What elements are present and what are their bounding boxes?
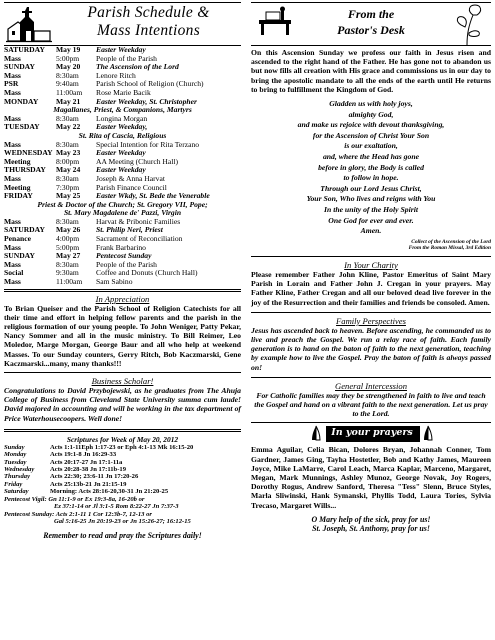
schedule-title-line1: Parish Schedule & — [87, 4, 210, 21]
schedule-time: 11:00am — [56, 87, 83, 97]
scripture-row — [4, 466, 241, 473]
scripture-refs: Acts 25:13b-21 Jn 21:15-19 — [50, 480, 127, 488]
scripture-day: Tuesday — [4, 458, 27, 466]
schedule-label: Mass — [4, 87, 21, 97]
prayer-line: almighty God, — [348, 109, 394, 119]
schedule-description: AA Meeting (Church Hall) — [96, 156, 179, 166]
desk-title-line1: From the — [347, 7, 395, 21]
praying-hands-icon — [306, 425, 326, 441]
schedule-label: Mass — [4, 242, 21, 252]
scripture-refs: Acts 19:1-8 Jn 16:29-33 — [50, 451, 117, 459]
schedule-description: Easter Weekday, St. Christopher — [96, 96, 197, 106]
schedule-time: 7:30pm — [56, 182, 80, 192]
desk-title — [291, 6, 451, 38]
scripture-row — [4, 481, 241, 488]
schedule-day: SUNDAY — [4, 251, 35, 261]
scripture-table — [4, 444, 241, 496]
scripture-refs: Acts 22:30; 23:6-11 Jn 17:20-26 — [50, 473, 139, 481]
pentecost-sunday-line1: Pentecost Sunday: Acts 2:1-11 1 Cor 12:3b-7, 12-13 or — [4, 510, 152, 518]
scripture-refs: Morning: Acts 28:16-20,30-31 Jn 21:20-25 — [50, 488, 169, 496]
prayer-line: before in glory, the Body is called — [318, 162, 424, 172]
charity-heading: In Your Charity — [344, 259, 398, 270]
family-heading: Family Perspectives — [336, 315, 406, 326]
schedule-time: 8:30am — [56, 139, 79, 149]
schedule-date: May 24 — [56, 165, 81, 175]
schedule-time: 8:00pm — [56, 156, 80, 166]
prayers-closing-line1: O Mary help of the sick, pray for us! — [311, 514, 431, 524]
appreciation-heading: In Appreciation — [95, 293, 150, 304]
schedule-description: Easter Weekday — [96, 45, 146, 54]
schedule-time: 8:30am — [56, 113, 79, 123]
schedule-description: Harvat & Pribonic Families — [96, 216, 181, 226]
church-icon — [6, 5, 52, 43]
prayer-line: and make us rejoice with devout thanksgiving, — [297, 120, 445, 130]
schedule-day: FRIDAY — [4, 191, 33, 201]
scholar-heading: Business Scholar! — [91, 376, 154, 387]
schedule-description: Frank Barbarino — [96, 242, 146, 252]
schedule-label: Mass — [4, 139, 21, 149]
schedule-note: St. Rita of Cascia, Religious — [78, 130, 167, 140]
schedule-label: PSR — [4, 79, 19, 89]
schedule-title — [56, 4, 241, 40]
intercession-heading: General Intercession — [335, 380, 407, 391]
mass-schedule-table — [4, 46, 241, 287]
prayers-closing-line2: St. Joseph, St. Anthony, pray for us! — [312, 524, 430, 534]
scripture-row — [4, 488, 241, 495]
schedule-description: Easter Weekday, — [96, 122, 148, 132]
prayer-source-line2: From the Roman Missal, 3rd Edition — [408, 245, 491, 252]
schedule-description: Rose Marie Bacik — [96, 87, 151, 97]
scripture-day: Sunday — [4, 443, 25, 451]
schedule-description: Easter Weekday — [96, 148, 146, 158]
schedule-time: 4:00pm — [56, 234, 80, 244]
prayer-line: In the unity of the Holy Spirit — [324, 204, 418, 214]
schedule-time: 8:30am — [56, 216, 79, 226]
pentecost-sunday-line2: Gal 5:16-25 Jn 20:19-23 or Jn 15:26-27; 16:12-15 — [54, 517, 191, 525]
schedule-label: Mass — [4, 53, 21, 63]
prayer-line: and, where the Head has gone — [322, 151, 420, 161]
schedule-description: People of the Parish — [96, 53, 157, 63]
schedule-description: Pentecost Sunday — [96, 251, 152, 261]
prayer-line: Through our Lord Jesus Christ, — [320, 183, 422, 193]
scripture-refs: Acts 1:1-11Eph 1:17-23 or Eph 4:1-13 Mk 16:15-20 — [50, 443, 194, 451]
schedule-description: Special Intention for Rita Terzano — [96, 139, 200, 149]
schedule-date: May 19 — [56, 45, 81, 54]
scholar-body: Congratulations to David Przybojewski, as he graduates from The Ahuja College of Business from Cleveland State University summa cum laude! David majored in accounting and will be working in the tax department of Price Waterhousecoopers. Well done! — [4, 386, 241, 423]
schedule-description: St. Philip Neri, Priest — [96, 225, 163, 235]
schedule-note: Magallanes, Priest, & Companions, Martyrs — [53, 105, 192, 115]
schedule-date: May 22 — [56, 122, 81, 132]
schedule-title-line2: Mass Intentions — [96, 22, 201, 39]
scriptures-closing: Remember to read and pray the Scriptures daily! — [43, 531, 202, 541]
pentecost-vigil-line2: Ez 37:1-14 or Jl 3:1-5 Rom 8:22-27 Jn 7:37-3 — [54, 503, 179, 511]
schedule-description: Sam Sabino — [96, 277, 133, 287]
schedule-day: SATURDAY — [4, 225, 45, 235]
schedule-time: 8:30am — [56, 259, 79, 269]
charity-body: Please remember Father John Kline, Pastor Emeritus of Saint Mary Parish in Lorain and Father John J. Cregan in your prayers. May Father Kline, Father Cregan and all our beloved dead live forever in the joy of the Resurrection and their families and friends be consoled. Amen. — [251, 269, 491, 307]
desk-intro: On this Ascension Sunday we profess our faith in Jesus risen and ascended to the right hand of the Father. He has gone not to abandon us but now fills all creation with His grace and commissions us in our day to bring the apostolic mandate to all the ends of the earth until He returns to bring to fulfillment the Kingdom of God. — [251, 48, 491, 94]
schedule-description: Parish School of Religion (Church) — [96, 79, 204, 89]
schedule-description: Parish Finance Council — [96, 182, 167, 192]
right-column — [251, 0, 491, 534]
scripture-refs: Acts 20:17-27 Jn 17:1-11a — [50, 458, 123, 466]
schedule-day: SUNDAY — [4, 62, 35, 72]
schedule-description: Coffee and Donuts (Church Hall) — [96, 268, 198, 278]
scripture-refs: Acts 20:28-38 Jn 17:11b-19 — [50, 466, 127, 474]
schedule-date: May 23 — [56, 148, 81, 158]
praying-hands-icon-right — [418, 425, 438, 441]
prayer-line: Your Son, Who lives and reigns with You — [306, 194, 436, 204]
schedule-day: MONDAY — [4, 96, 39, 106]
schedule-date: May 27 — [56, 251, 81, 261]
schedule-label: Mass — [4, 173, 21, 183]
schedule-time: 5:00pm — [56, 53, 80, 63]
schedule-time: 9:40am — [56, 79, 79, 89]
schedule-label: Meeting — [4, 182, 31, 192]
prayer-line: to follow in hope. — [343, 173, 399, 183]
prayer-line: for the Ascension of Christ Your Son — [312, 130, 430, 140]
schedule-description: Sacrament of Reconciliation — [96, 234, 183, 244]
lily-icon — [447, 3, 489, 45]
schedule-time: 8:30am — [56, 70, 79, 80]
schedule-description: Joseph & Anna Harvat — [96, 173, 165, 183]
schedule-description: The Ascension of the Lord — [96, 62, 179, 72]
schedule-note: St. Mary Magdalene de' Pazzi, Virgin — [63, 208, 182, 218]
family-body: Jesus has ascended back to heaven. Before ascending, he commanded us to live and preach the Gospel. We run a relay race of faith. Each family generation is to hand on the baton of faith to the next generation, teaching by example how to live the Gospel. Pray the baton of faith is always passed on! — [251, 325, 491, 372]
left-column — [4, 0, 241, 540]
schedule-label: Meeting — [4, 156, 31, 166]
schedule-description: Easter Weekday — [96, 165, 146, 175]
schedule-description: People of the Parish — [96, 259, 157, 269]
scripture-row — [4, 451, 241, 458]
prayers-banner — [251, 425, 491, 445]
prayer-line: Amen. — [360, 226, 382, 236]
schedule-day: SATURDAY — [4, 45, 45, 54]
prayers-names: Emma Aguilar, Celia Bican, Dolores Bryan, Johannah Conner, Tom Gardner, James Ging, Tayha Hostetler, Bob and Kathy James, Maureen Joyce, Mike LaMarre, Carol Leach, Marca Kaplar, Marceno, Margaret, Megan, Mark Munnings, Ashley Munoz, George Novak, Joy Rogers, Dorothy Rogus, Andrew Sanford, Theresa "Tess" Slenn, Bruce Styles, Marla Sliwinski, Hank Symanski, Phyllis Todd, Laura Tories, Sylvia Trecaso, Margaret Wills... — [251, 445, 491, 510]
schedule-label: Mass — [4, 277, 21, 287]
schedule-description: Easter Wkdy, St. Bede the Venerable — [96, 191, 210, 201]
schedule-date: May 26 — [56, 225, 81, 235]
schedule-date: May 20 — [56, 62, 81, 72]
schedule-label: Social — [4, 268, 24, 278]
schedule-note: Priest & Doctor of the Church; St. Gregory VII, Pope; — [37, 199, 208, 209]
appreciation-body: To Brian Queiser and the Parish School of Religion Catechists for all their time and effort in helping fellow parents and the parish in the religious formation of our young people. To John Weniger, Patty Pekar, Nancy Sommer and all in the music ministry. To Bill Reimer, Leo Moledor, Marge Morgan, George Baur and all who help at weekend Masses. To our Sunday counters, Gerry Ritch, Bob Kaczmarski, Gene Kaczmarski...many, many thanks!!! — [4, 303, 241, 368]
scripture-day: Monday — [4, 451, 27, 459]
schedule-date: May 25 — [56, 191, 81, 201]
intercession-body: For Catholic families may they be strengthened in faith to live and teach the Gospel and hand on a vibrant faith to the next generation. Let us pray to the Lord. — [254, 390, 488, 419]
schedule-label: Penance — [4, 234, 31, 244]
scripture-day: Saturday — [4, 488, 29, 496]
scripture-day: Thursday — [4, 473, 31, 481]
schedule-label: Mass — [4, 113, 21, 123]
schedule-header — [4, 2, 241, 46]
schedule-label: Mass — [4, 259, 21, 269]
prayers-banner-text: In your prayers — [331, 427, 413, 439]
schedule-date: May 21 — [56, 96, 81, 106]
desk-header — [251, 2, 491, 46]
scripture-row — [4, 444, 241, 451]
scriptures-heading: Scriptures for Week of May 20, 2012 — [66, 434, 179, 444]
schedule-description: Lenore Ritch — [96, 70, 136, 80]
prayer-line: Gladden us with holy joys, — [329, 99, 413, 109]
schedule-day: TUESDAY — [4, 122, 40, 132]
schedule-label: Mass — [4, 70, 21, 80]
scripture-day: Friday — [4, 480, 23, 488]
schedule-time: 11:00am — [56, 277, 83, 287]
schedule-description: Longina Morgan — [96, 113, 148, 123]
desk-icon — [257, 6, 293, 36]
prayer-source-line1: Collect of the Ascension of the Lord — [411, 238, 491, 245]
scripture-row — [4, 473, 241, 480]
schedule-item-row — [4, 278, 241, 287]
schedule-day: WEDNESDAY — [4, 148, 53, 158]
scripture-row — [4, 459, 241, 466]
pentecost-vigil-line1: Pentecost Vigil: Gn 11:1-9 or Ex 19:3-8a, 16-20b or — [4, 495, 145, 503]
prayer-line: is our exaltation, — [344, 141, 398, 151]
desk-title-line2: Pastor's Desk — [337, 23, 405, 37]
ascension-prayer — [251, 99, 491, 237]
schedule-time: 5:00pm — [56, 242, 80, 252]
scripture-day: Wednesday — [4, 466, 35, 474]
schedule-time: 9:30am — [56, 268, 79, 278]
schedule-day: THURSDAY — [4, 165, 46, 175]
schedule-label: Mass — [4, 216, 21, 226]
schedule-time: 8:30am — [56, 173, 79, 183]
prayer-line: One God for ever and ever. — [328, 215, 414, 225]
